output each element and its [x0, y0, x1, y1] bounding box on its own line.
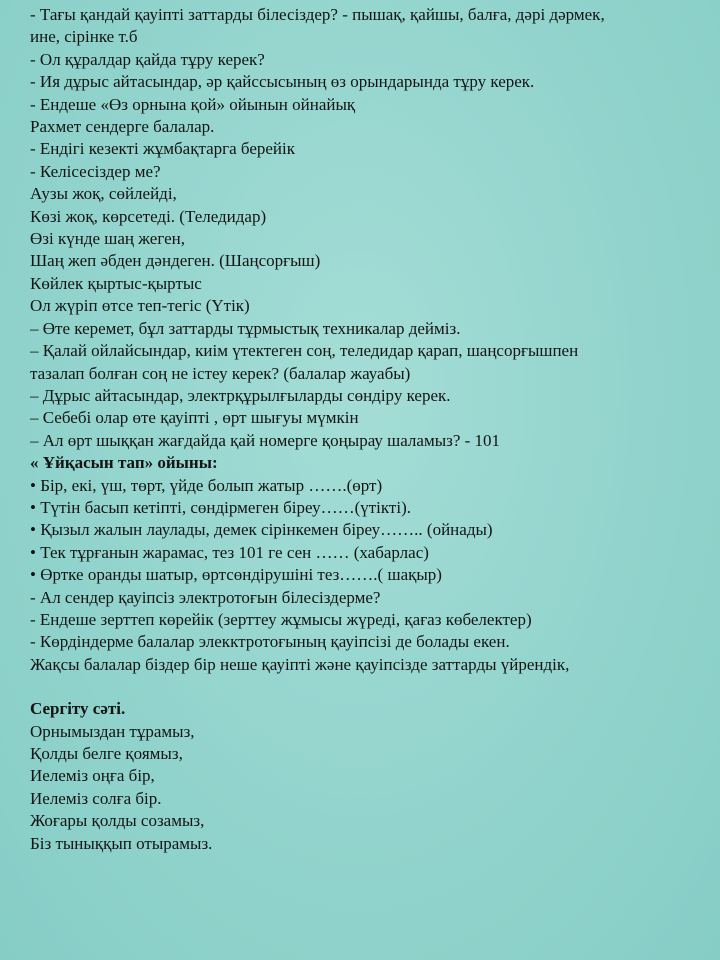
text-line: Орнымыздан тұрамыз,: [30, 721, 195, 741]
text-line: - Келісесіздер ме?: [30, 161, 161, 181]
exercise-break-section: [30, 698, 714, 855]
text-line: Шаң жеп әбден дәндеген. (Шаңсорғыш): [30, 251, 321, 271]
text-line: • Түтін басып кетіпті, сөндірмеген біреу……(үтікті).: [30, 497, 411, 517]
text-line: Көйлек қыртыс-қыртыс: [30, 273, 202, 293]
text-line: – Ал өрт шыққан жағдайда қай номерге қоңырау шаламыз? - 101: [30, 430, 501, 450]
lesson-dialogue-section: [30, 4, 714, 676]
text-line: - Ал сендер қауіпсіз электротоғын білесіздерме?: [30, 587, 381, 607]
slide-content: [30, 4, 714, 855]
section-spacer: [30, 676, 714, 698]
text-line: Жоғары қолды созамыз,: [30, 811, 205, 831]
text-line: Біз тыныққып отырамыз.: [30, 833, 213, 853]
text-line: Аузы жоқ, сөйлейді,: [30, 184, 177, 204]
text-line: Рахмет сендерге балалар.: [30, 117, 215, 137]
text-line: - Ендеше зерттеп көрейік (зерттеу жұмысы жүреді, қағаз көбелектер): [30, 609, 532, 629]
text-line: Көзі жоқ, көрсетеді. (Теледидар): [30, 206, 267, 226]
text-line: – Себебі олар өте қауіпті , өрт шығуы мүмкін: [30, 408, 359, 428]
text-line: ине, сірінке т.б: [30, 27, 138, 47]
text-line: Өзі күнде шаң жеген,: [30, 229, 185, 249]
text-line: • Тек тұрғанын жарамас, тез 101 ге сен …… (хабарлас): [30, 542, 429, 562]
text-line: Қолды белге қоямыз,: [30, 744, 183, 763]
text-line: тазалап болған соң не істеу керек? (балалар жауабы): [30, 363, 411, 383]
text-line: - Көрдіндерме балалар элекктротоғының қауіпсізі де болады екен.: [30, 632, 510, 652]
text-line: Иелеміз оңға бір,: [30, 766, 155, 786]
text-line: Ол жүріп өтсе теп-тегіс (Үтік): [30, 296, 250, 316]
section-heading: Сергіту сәті.: [30, 699, 126, 719]
text-line: - Ия дұрыс айтасындар, әр қайссысының өз орындарында тұру керек.: [30, 72, 535, 92]
section-heading: « Ұйқасын тап» ойыны:: [30, 453, 218, 473]
text-line: - Тағы қандай қауіпті заттарды білесіздер? - пышақ, қайшы, балға, дәрі дәрмек,: [30, 5, 605, 24]
text-line: – Дұрыс айтасындар, электрқұрылғыларды сөндіру керек.: [30, 385, 451, 405]
text-line: - Ол құралдар қайда тұру керек?: [30, 49, 265, 69]
text-line: - Ендеше «Өз орнына қой» ойынын ойнайық: [30, 94, 356, 114]
text-line: – Қалай ойлайсындар, киім үтектеген соң, теледидар қарап, шаңсорғышпен: [30, 341, 579, 361]
text-line: - Ендігі кезекті жұмбақтарга берейік: [30, 139, 296, 159]
text-line: Иелеміз солға бір.: [30, 788, 162, 808]
text-line: • Өртке оранды шатыр, өртсөндірушіні тез…….( шақыр): [30, 565, 442, 585]
text-line: • Бір, екі, үш, төрт, үйде болып жатыр …….(өрт): [30, 475, 383, 495]
text-line: – Өте керемет, бұл заттарды тұрмыстық техникалар дейміз.: [30, 318, 461, 338]
text-line: • Қызыл жалын лаулады, демек сірінкемен біреу…….. (ойнады): [30, 520, 493, 540]
text-line: Жақсы балалар біздер бір неше қауіпті және қауіпсізде заттарды үйрендік,: [30, 654, 570, 674]
